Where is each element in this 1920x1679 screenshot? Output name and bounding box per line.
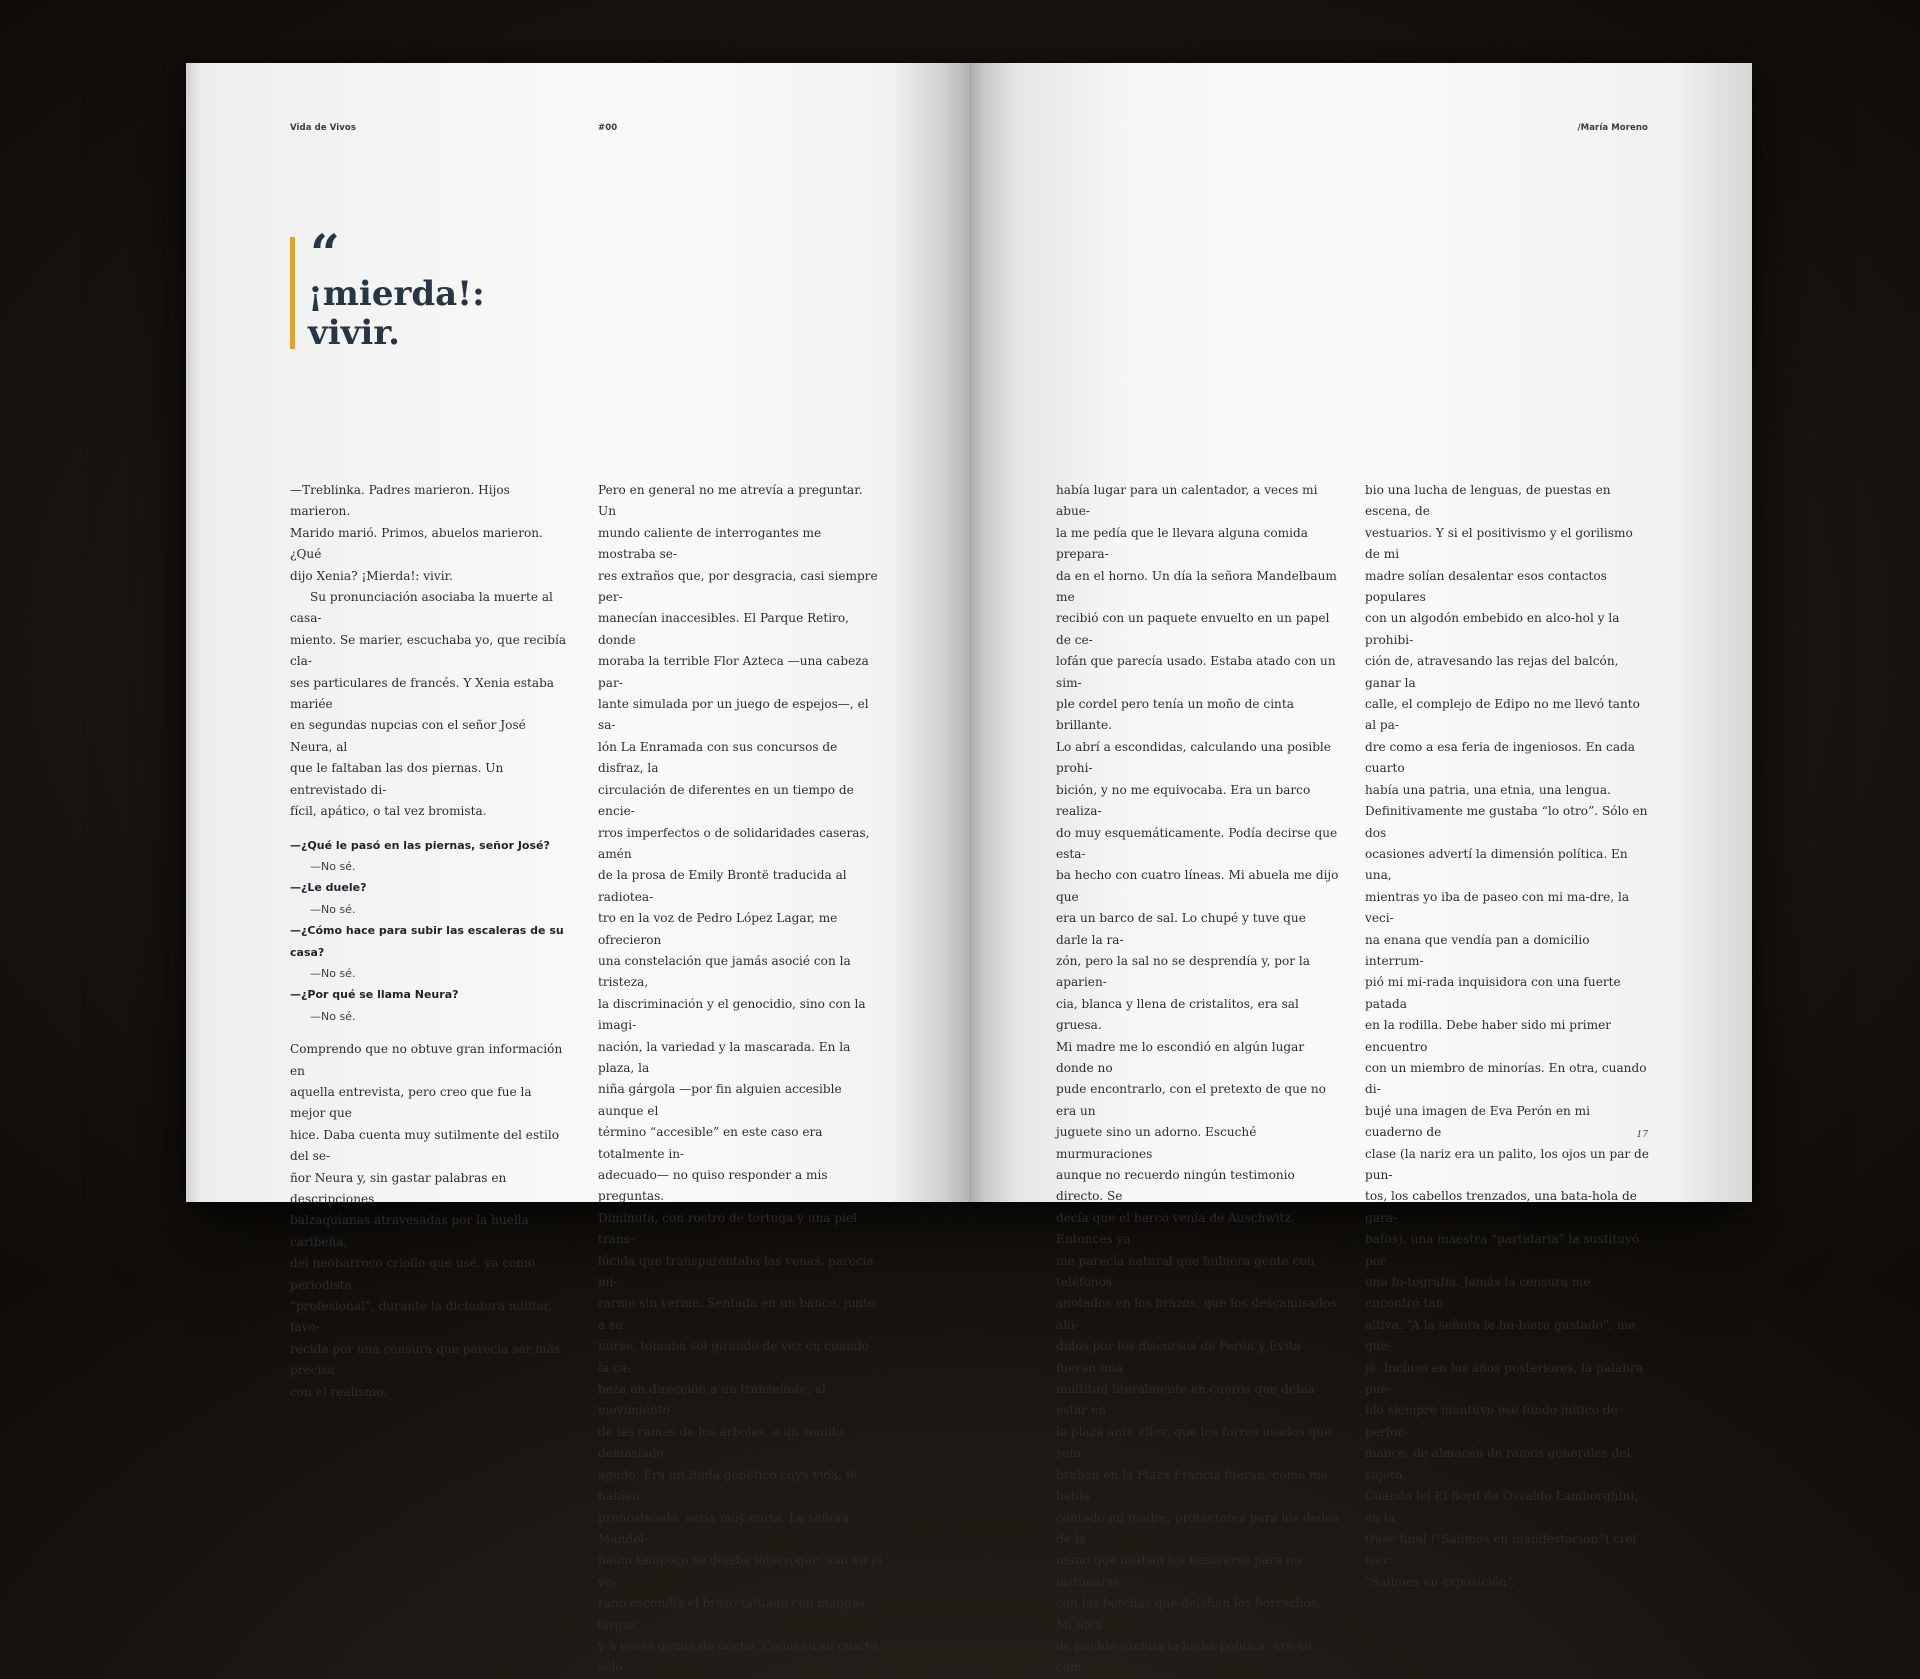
paragraph: Su pronunciación asociaba la muerte al casa- miento. Se marier, escuchaba yo, que recibía cla- ses particulares de francés. Y Xenia estaba mariée en segundas nupcias con el señor José Neura, al que le faltaban las dos piernas. Un entrevistado di- fícil, apático, o tal vez bromista.: [290, 590, 567, 819]
interview-answer: —No sé.: [310, 966, 356, 980]
interview-question: —¿Cómo hace para subir las escaleras de su casa?: [290, 924, 564, 959]
interview-answer: —No sé.: [310, 1009, 356, 1023]
paragraph: bio una lucha de lenguas, de puestas en escena, de vestuarios. Y si el positivismo y el gorilismo de mi madre solían desalentar esos contactos populares con un algodón embebido en alco-hol y la prohibi- ción de, atravesando las rejas del balcón, ganar la calle, el complejo de Edipo no me llevó tanto al pa- dre como a esa feria de ingeniosos. En cada cuarto había una patria, una etnia, una lengua. Definitivamente me gustaba “lo otro”. Sólo en dos ocasiones advertí la dimensión política. En una, mientras yo iba de paseo con mi ma-dre, la veci- na enana que vendía pan a domicilio interrum- pió mi mi-rada inquisidora con una fuerte patada en la rodilla. Debe haber sido mi primer encuentro con un miembro de minorías. En otra, cuando di- bujé una imagen de Eva Perón en mi cuaderno de clase (la nariz era un palito, los ojos un par de pun- tos, los cabellos trenzados, una bata-hola de gara- batos), una maestra “partidaria” la sustituyó por una fo-tografía. Jamás la censura me encontró tan altiva. “A la señora le hu-biera gustado”, me que- jé. Incluso en los años posteriores, la palabra pue- blo siempre mantuvo ese fondo mítico de perfor- mance, de almacén de ramos generales del sujeto. Cuando leí El fiord de Osvaldo Lamborghini, en la frase final (“Salimos en manifestación”) creí leer: “Salimos en exposición”.: [1365, 483, 1649, 1589]
quotation-mark-icon: “: [310, 224, 338, 285]
header-issue-number: #00: [598, 123, 618, 133]
paragraph: —Treblinka. Padres marieron. Hijos marieron. Marido marió. Primos, abuelos marieron. ¿Qué dijo Xenia? ¡Mierda!: vivir.: [290, 483, 543, 583]
interview-question: —¿Le duele?: [290, 881, 367, 895]
right-page: [969, 63, 1752, 1675]
accent-bar: [290, 237, 295, 349]
header-author-name: /María Moreno: [1577, 123, 1648, 133]
interview-question: —¿Qué le pasó en las piernas, señor José?: [290, 838, 550, 852]
text-column-4: [1365, 480, 1649, 1593]
header-section-title: Vida de Vivos: [290, 123, 357, 133]
interview-question: —¿Por qué se llama Neura?: [290, 988, 459, 1002]
text-column-1: [290, 480, 568, 1403]
magazine-spread: [186, 63, 1752, 1675]
pull-quote-text: ¡mierda!: vivir.: [308, 274, 485, 353]
interview-list: [290, 835, 568, 1028]
paragraph: Pero en general no me atrevía a preguntar. Un mundo caliente de interrogantes me mostraba se- res extraños que, por desgracia, casi siempre per- manecían inaccesibles. El Parque Retiro, donde moraba la terrible Flor Azteca —una cabeza par- lante simulada por un juego de espejos—, el sa- lón La Enramada con sus concursos de disfraz, la circulación de diferentes en un tiempo de encie- rros imperfectos o de solidaridades caseras, amén de la prosa de Emily Brontë traducida al radiotea- tro en la voz de Pedro López Lagar, me ofrecieron una constelación que jamás asocié con la tristeza, la discriminación y el genocidio, sino con la imagi- nación, la variedad y la mascarada. En la plaza, la niña gárgola —por fin alguien accesible aunque el término “accesible” en este caso era totalmente in- adecuado— no quiso responder a mis preguntas. Diminuta, con rostro de tortuga y una piel trans- lúcida que transparentaba las venas, parecía mi- rarme sin verme. Sentada en un banco, junto a su nurse, tomaba sol girando de vez en cuando la ca- beza en dirección a un transeúnte, al movimiento de las ramas de los árboles, a un sonido demasiado agudo. Era un Buda genético cuya vida, le habían pronosticado, sería muy corta. La señora Mandel- baum tampoco se dejaba interrogar: aun en el ve- rano escondía el brazo tatuado con mangas largas y a veces gemía de noche. Como en su cuarto sólo: [598, 483, 882, 1675]
interview-answer: —No sé.: [310, 859, 356, 873]
paragraph: Comprendo que no obtuve gran información en aquella entrevista, pero creo que fue la mejor que hice. Daba cuenta muy sutilmente del estilo del se- ñor Neura y, sin gastar palabras en descripciones balzaquianas atravesadas por la huella caribeña, del neobarroco criollo que usé, ya como periodista “profesional”, durante la dictadura militar, favo- recida por una censura que parecía ser más precisa con el realismo.: [290, 1042, 563, 1399]
left-page: [186, 63, 969, 1675]
text-column-3: [1056, 480, 1340, 1679]
page-number: 17: [1636, 1130, 1648, 1140]
text-column-2: [598, 480, 882, 1679]
paragraph: había lugar para un calentador, a veces mi abue- la me pedía que le llevara alguna comida prepara- da en el horno. Un día la señora Mandelbaum me recibió con un paquete envuelto en un papel de ce- lofán que parecía usado. Estaba atado con un sim- ple cordel pero tenía un moño de cinta brillante. Lo abrí a escondidas, calculando una posible prohi- bición, y no me equivocaba. Era un barco realiza- do muy esquemáticamente. Podía decirse que esta- ba hecho con cuatro líneas. Mi abuela me dijo que era un barco de sal. Lo chupé y tuve que darle la ra- zón, pero la sal no se desprendía y, por la aparien- cia, blanca y llena de cristalitos, era sal gruesa. Mi madre me lo escondió en algún lugar donde no pude encontrarlo, con el pretexto de que no era un juguete sino un adorno. Escuché murmuraciones aunque no recuerdo ningún testimonio directo. Se decía que el barco venía de Auschwitz. Entonces ya me parecía natural que hubiera gente con teléfonos anotados en los brazos, que los descamisados alu- didos por los discursos de Perón y Evita fueran una multitud literalmente en cueros que debía estar en la plaza ante ellos, que los forros usados que sem- braban en la Plaza Francia fueran, como me había contado mi madre, protectores para los dedos de la mano que usaban los basureros para no lastimarse con las botellas que dejaban los borrachos. Mi idea de pueblo excluía la lucha política: era en cam-: [1056, 483, 1339, 1675]
interview-answer: —No sé.: [310, 902, 356, 916]
